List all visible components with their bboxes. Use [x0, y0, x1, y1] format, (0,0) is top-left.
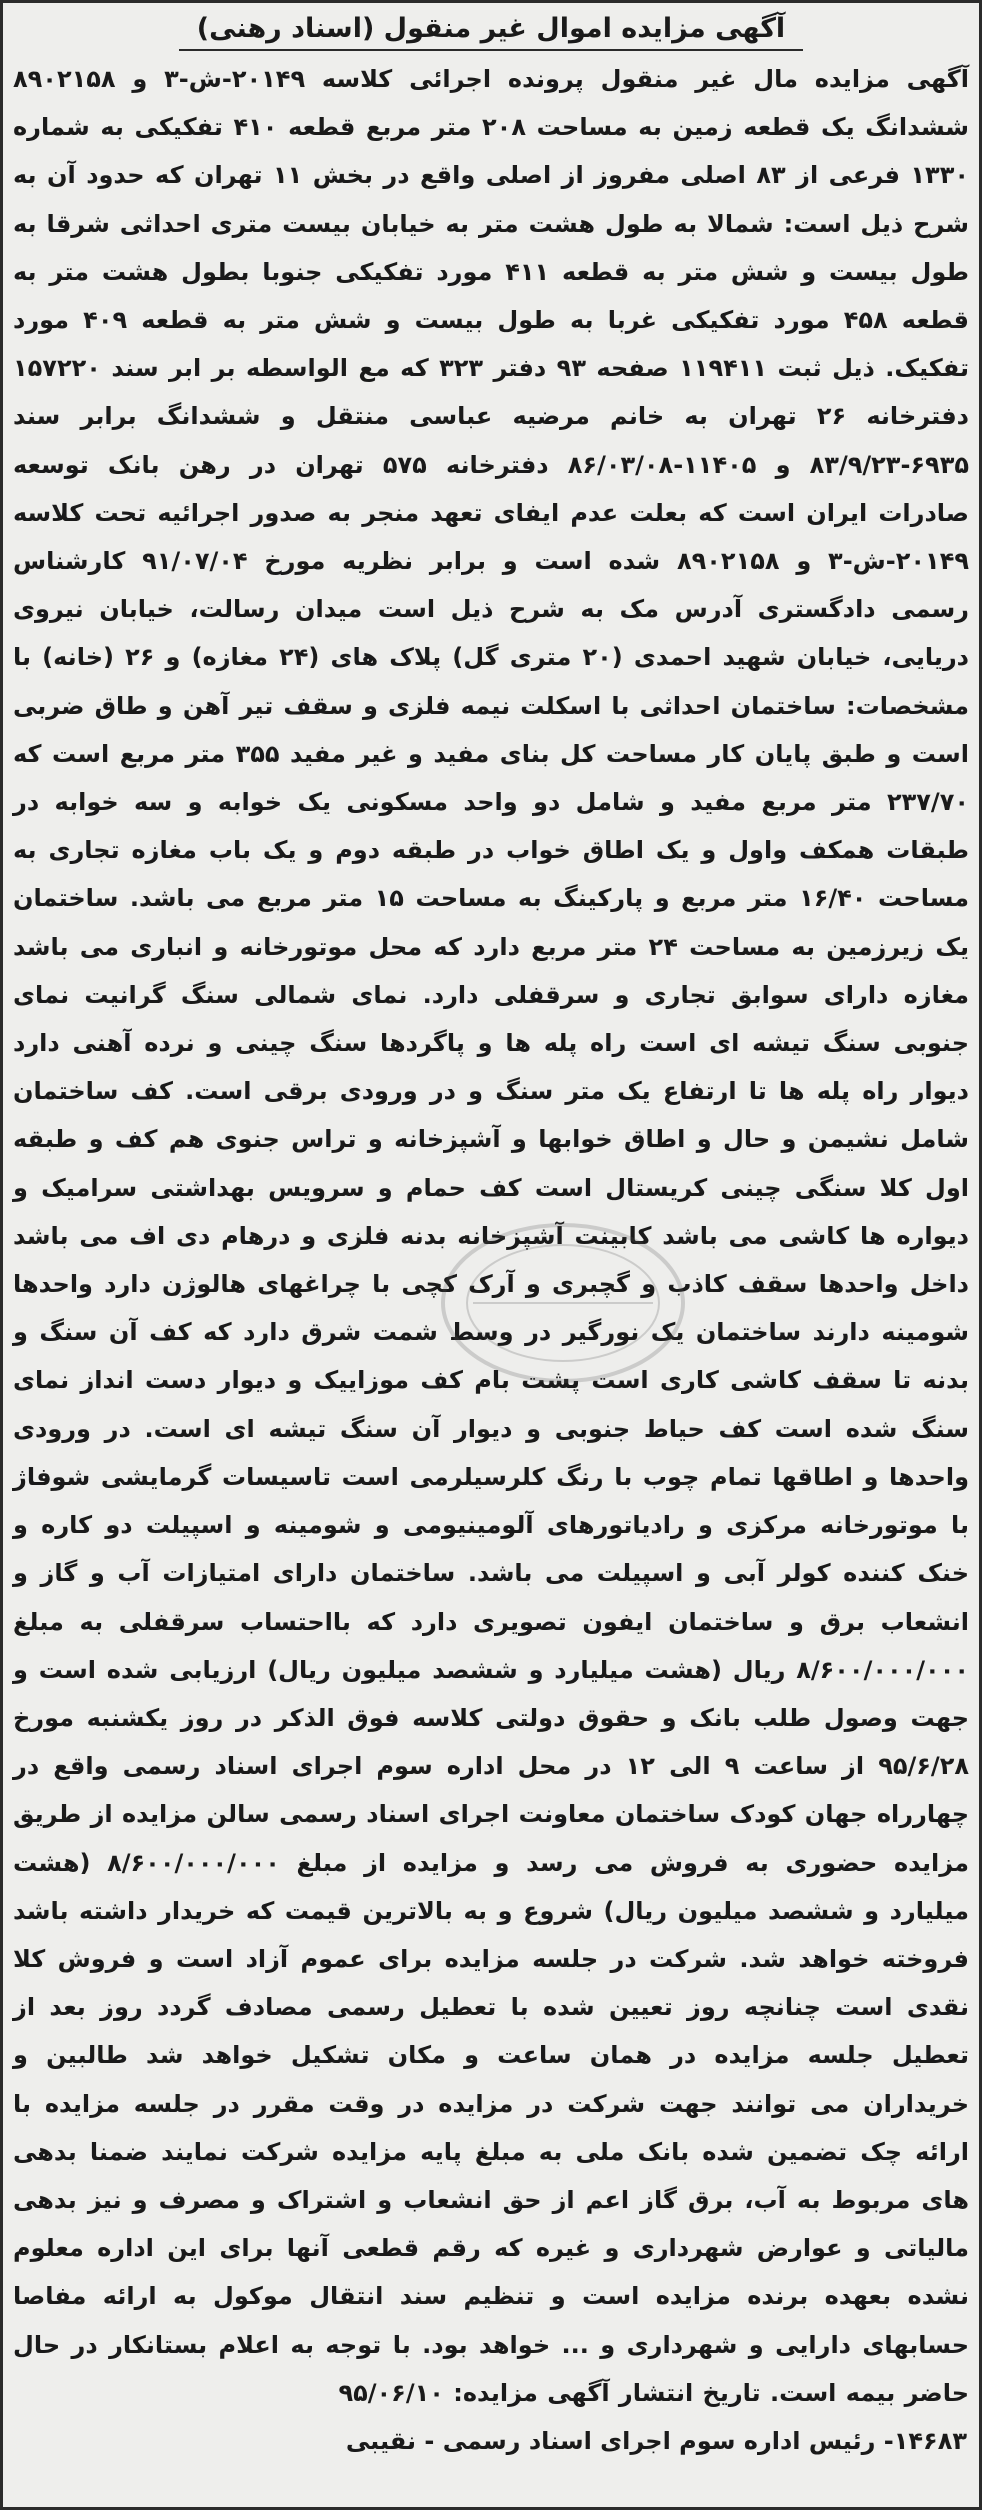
notice-footer: [3, 2417, 979, 2465]
title-wrap: [3, 9, 979, 53]
notice-title: آگهی مزایده اموال غیر منقول (اسناد رهنی): [179, 9, 803, 51]
notice-body: آگهی مزایده مال غیر منقول پرونده اجرائی کلاسه ۲۰۱۴۹-ش-۳ و ۸۹۰۲۱۵۸ ششدانگ یک قطعه زمین به مساحت ۲۰۸ متر مربع قطعه ۴۱۰ تفکیکی به شماره ۱۳۳۰ فرعی از ۸۳ اصلی مفروز از اصلی واقع در بخش ۱۱ تهران که حدود آن به شرح ذیل است: شمالا به طول هشت متر به خیابان بیست متری احداثی شرقا به طول بیست و شش متر به قطعه ۴۱۱ مورد تفکیکی جنوبا بطول هشت متر به قطعه ۴۵۸ مورد تفکیکی غربا به طول بیست و شش متر به قطعه ۴۰۹ مورد تفکیک. ذیل ثبت ۱۱۹۴۱۱ صفحه ۹۳ دفتر ۳۲۳ که مع الواسطه بر ابر سند ۱۵۷۲۲۰ دفترخانه ۲۶ تهران به خانم مرضیه عباسی منتقل و ششدانگ برابر سند ۶۹۳۵-۸۳/۹/۲۳ و ۱۱۴۰۵-۸۶/۰۳/۰۸ دفترخانه ۵۷۵ تهران در رهن بانک توسعه صادرات ایران است که بعلت عدم ایفای تعهد منجر به صدور اجرائیه تحت کلاسه ۲۰۱۴۹-ش-۳ و ۸۹۰۲۱۵۸ شده است و برابر نظریه مورخ ۹۱/۰۷/۰۴ کارشناس رسمی دادگستری آدرس مک به شرح ذیل است میدان رسالت، خیابان نیروی دریایی، خیابان شهید احمدی (۲۰ متری گل) پلاک های (۲۴ مغازه) و ۲۶ (خانه) با مشخصات: ساختمان احداثی با اسکلت نیمه فلزی و سقف تیر آهن و طاق ضربی است و طبق پایان کار مساحت کل بنای مفید و غیر مفید ۳۵۵ متر مربع است که ۲۳۷/۷۰ متر مربع مفید و شامل دو واحد مسکونی یک خوابه و سه خوابه در طبقات همکف واول و یک اطاق خواب در طبقه دوم و یک باب مغازه تجاری به مساحت ۱۶/۴۰ متر مربع و پارکینگ به مساحت ۱۵ متر مربع می باشد. ساختمان یک زیرزمین به مساحت ۲۴ متر مربع دارد که محل موتورخانه و انباری می باشد مغازه دارای سوابق تجاری و سرقفلی دارد. نمای شمالی سنگ گرانیت نمای جنوبی سنگ تیشه ای است راه پله ها و پاگردها سنگ چینی و نرده آهنی دارد دیوار راه پله ها تا ارتفاع یک متر سنگ و در ورودی برقی است. کف ساختمان شامل نشیمن و حال و اطاق خوابها و آشپزخانه و تراس جنوی هم کف و طبقه اول کلا سنگی چینی کریستال است کف حمام و سرویس بهداشتی سرامیک و دیواره ها کاشی می باشد کابینت آشپزخانه بدنه فلزی و درهام دی اف می باشد داخل واحدها سقف کاذب و گچبری و آرک کچی با چراغهای هالوژن دارد واحدها شومینه دارند ساختمان یک نورگیر در وسط شمت شرق دارد که کف آن سنگ و بدنه تا سقف کاشی کاری است پشت بام کف موزاییک و دیوار دست انداز نمای سنگ شده است کف حیاط جنوبی و دیوار آن سنگ تیشه ای است. در ورودی واحدها و اطاقها تمام چوب با رنگ کلرسیلرمی است تاسیسات گرمایشی شوفاژ با موتورخانه مرکزی و رادیاتورهای آلومینیومی و شومینه و اسپیلت دو کاره و خنک کننده کولر آبی و اسپیلت می باشد. ساختمان دارای امتیازات آب و گاز و انشعاب برق و ساختمان ایفون تصویری دارد که بااحتساب سرقفلی به مبلغ ۸/۶۰۰/۰۰۰/۰۰۰ ریال (هشت میلیارد و ششصد میلیون ریال) ارزیابی شده است و جهت وصول طلب بانک و حقوق دولتی کلاسه فوق الذکر در روز یکشنبه مورخ ۹۵/۶/۲۸ از ساعت ۹ الی ۱۲ در محل اداره سوم اجرای اسناد رسمی واقع در چهارراه جهان کودک ساختمان معاونت اجرای اسناد رسمی سالن مزایده از طریق مزایده حضوری به فروش می رسد و مزایده از مبلغ ۸/۶۰۰/۰۰۰/۰۰۰ (هشت میلیارد و ششصد میلیون ریال) شروع و به بالاترین قیمت که خریدار داشته باشد فروخته خواهد شد. شرکت در جلسه مزایده برای عموم آزاد است و فروش کلا نقدی است چنانچه روز تعیین شده با تعطیل رسمی مصادف گردد روز بعد از تعطیل جلسه مزایده در همان ساعت و مکان تشکیل خواهد شد طالبین و خریداران می توانند جهت شرکت در مزایده در وقت مقرر در جلسه مزایده با ارائه چک تضمین شده بانک ملی به مبلغ پایه مزایده شرکت نمایند ضمنا بدهی های مربوط به آب، برق گاز اعم از حق انشعاب و اشتراک و مصرف و نیز بدهی مالیاتی و عوارض شهرداری و غیره که رقم قطعی آنها برای این اداره معلوم نشده بعهده برنده مزایده است و تنظیم سند انتقال موکول به ارائه مفاصا حسابهای دارایی و شهرداری و ... خواهد بود. با توجه به اعلام بستانکار در حال حاضر بیمه است. تاریخ انتشار آگهی مزایده: ۹۵/۰۶/۱۰: [13, 65, 970, 2407]
footer-signature: ۱۴۶۸۳- رئیس اداره سوم اجرای اسناد رسمی - نقیبی: [345, 2426, 967, 2455]
